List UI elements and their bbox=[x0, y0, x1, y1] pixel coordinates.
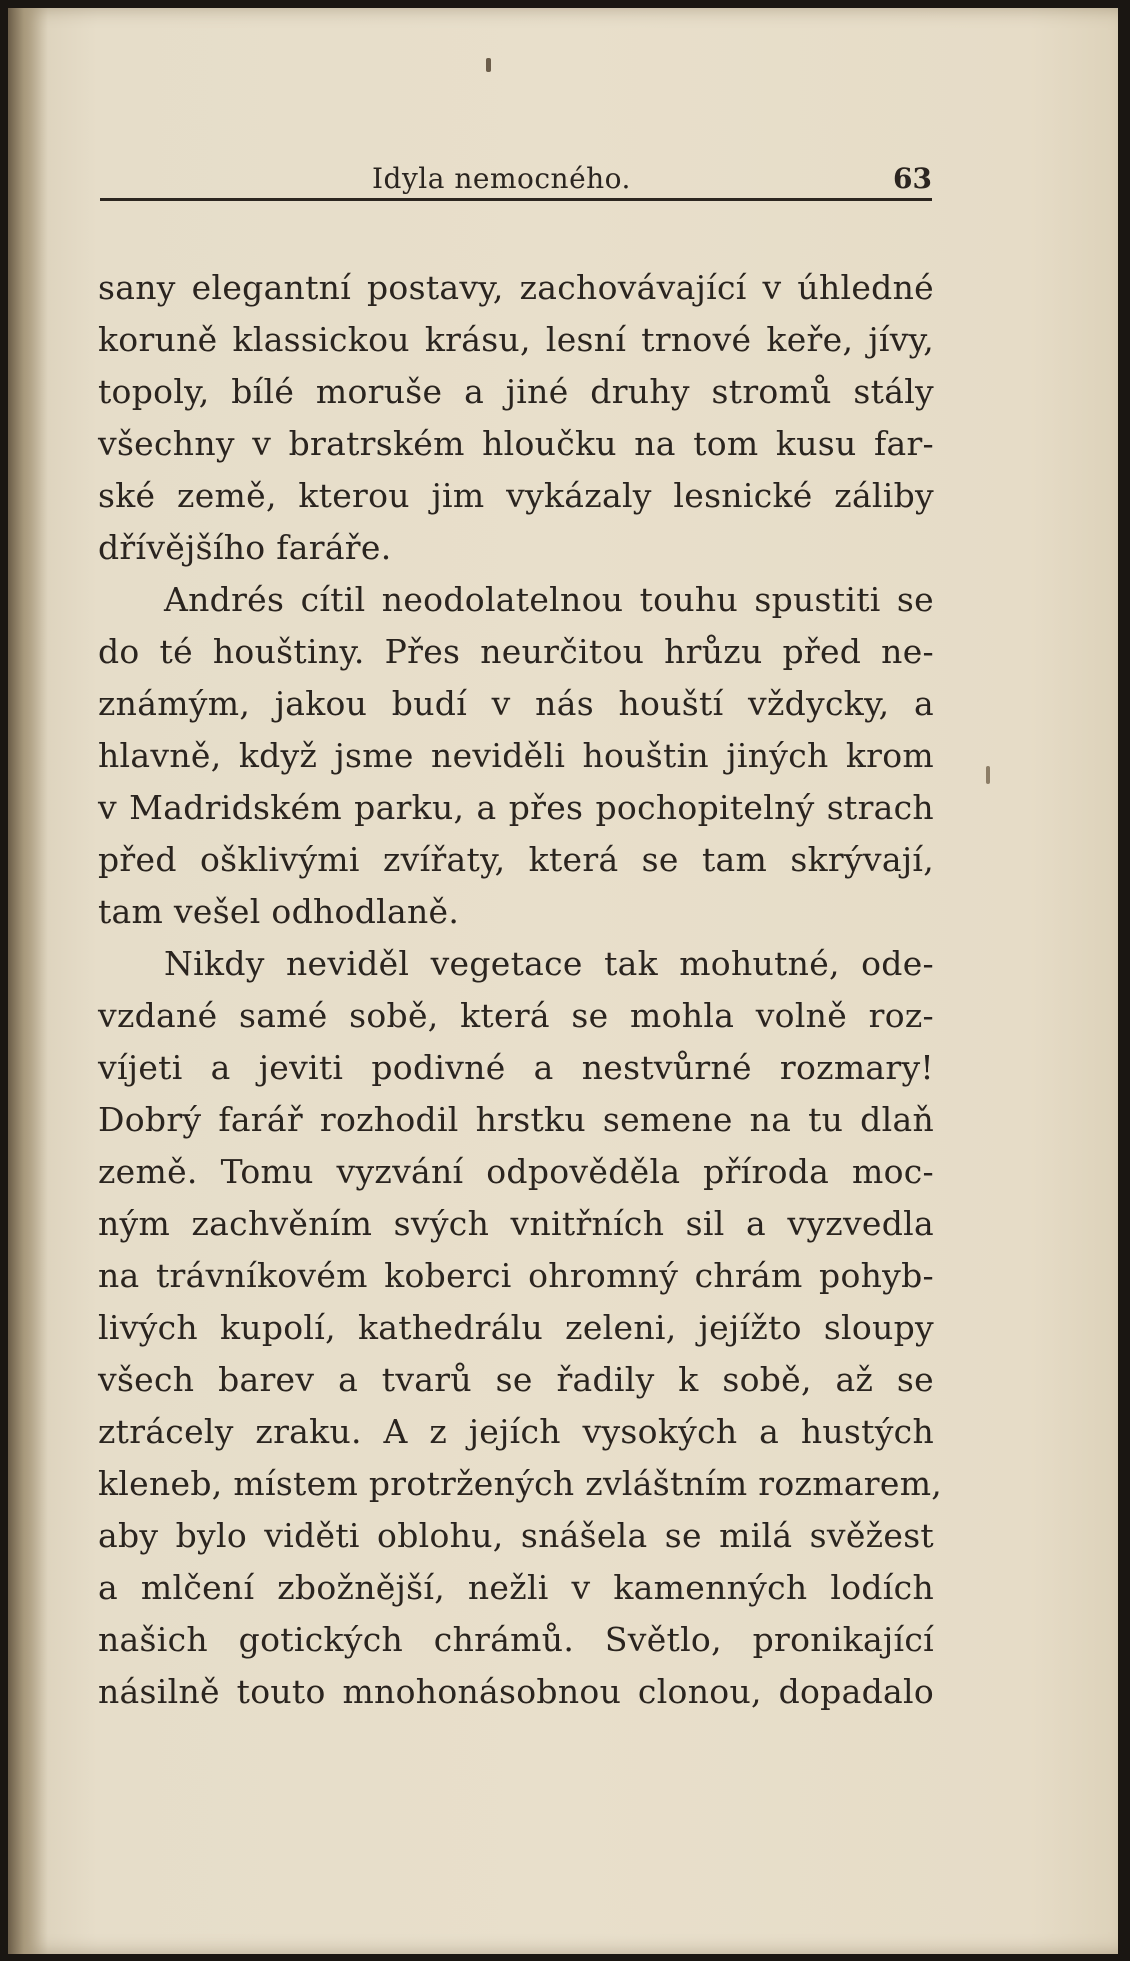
page-header bbox=[100, 158, 932, 201]
ink-speck bbox=[486, 58, 491, 72]
text-line: hlavně, když jsme neviděli houštin jiných krom bbox=[98, 736, 934, 775]
text-line: země. Tomu vyzvání odpověděla příroda moc- bbox=[98, 1152, 934, 1191]
text-line: našich gotických chrámů. Světlo, pronikající bbox=[98, 1620, 934, 1659]
text-line: koruně klassickou krásu, lesní trnové keře, jívy, bbox=[98, 320, 934, 359]
text-line: ztrácely zraku. A z jejích vysokých a hustých bbox=[98, 1412, 934, 1451]
text-line: sany elegantní postavy, zachovávající v úhledné bbox=[98, 268, 934, 307]
text-line: vzdané samé sobě, která se mohla volně roz- bbox=[98, 996, 934, 1035]
text-line: kleneb, místem protržených zvláštním rozmarem, bbox=[98, 1464, 943, 1503]
text-line: v Madridském parku, a přes pochopitelný strach bbox=[98, 788, 934, 827]
running-title: Idyla nemocného. bbox=[372, 162, 631, 195]
text-line: do té houštiny. Přes neurčitou hrůzu před ne- bbox=[98, 632, 934, 671]
text-line: všechny v bratrském hloučku na tom kusu far- bbox=[98, 424, 934, 463]
page-number: 63 bbox=[893, 162, 932, 195]
text-line: aby bylo viděti oblohu, snášela se milá svěžest bbox=[98, 1516, 934, 1555]
book-spine-shadow bbox=[8, 8, 48, 1954]
text-line: ské země, kterou jim vykázaly lesnické záliby bbox=[98, 476, 934, 515]
ink-speck bbox=[986, 766, 990, 784]
text-line: dřívějšího faráře. bbox=[98, 528, 392, 567]
text-line: Nikdy neviděl vegetace tak mohutné, ode- bbox=[164, 944, 934, 983]
text-line: na trávníkovém koberci ohromný chrám pohyb- bbox=[98, 1256, 934, 1295]
text-line: Andrés cítil neodolatelnou touhu spustiti se bbox=[164, 580, 934, 619]
text-line: před ošklivými zvířaty, která se tam skrývají, bbox=[98, 840, 934, 879]
text-line: tam vešel odhodlaně. bbox=[98, 892, 460, 931]
text-line: topoly, bílé moruše a jiné druhy stromů stály bbox=[98, 372, 934, 411]
text-line: víjeti a jeviti podivné a nestvůrné rozmary! bbox=[98, 1048, 934, 1087]
text-line: všech barev a tvarů se řadily k sobě, až se bbox=[98, 1360, 934, 1399]
text-line: známým, jakou budí v nás houští vždycky, a bbox=[98, 684, 934, 723]
body-text bbox=[98, 262, 943, 1718]
text-line: Dobrý farář rozhodil hrstku semene na tu dlaň bbox=[98, 1100, 934, 1139]
text-line: a mlčení zbožnější, nežli v kamenných lodích bbox=[98, 1568, 934, 1607]
text-line: ným zachvěním svých vnitřních sil a vyzvedla bbox=[98, 1204, 934, 1243]
text-line: livých kupolí, kathedrálu zeleni, jejížto sloupy bbox=[98, 1308, 934, 1347]
text-line: násilně touto mnohonásobnou clonou, dopadalo bbox=[98, 1672, 934, 1711]
